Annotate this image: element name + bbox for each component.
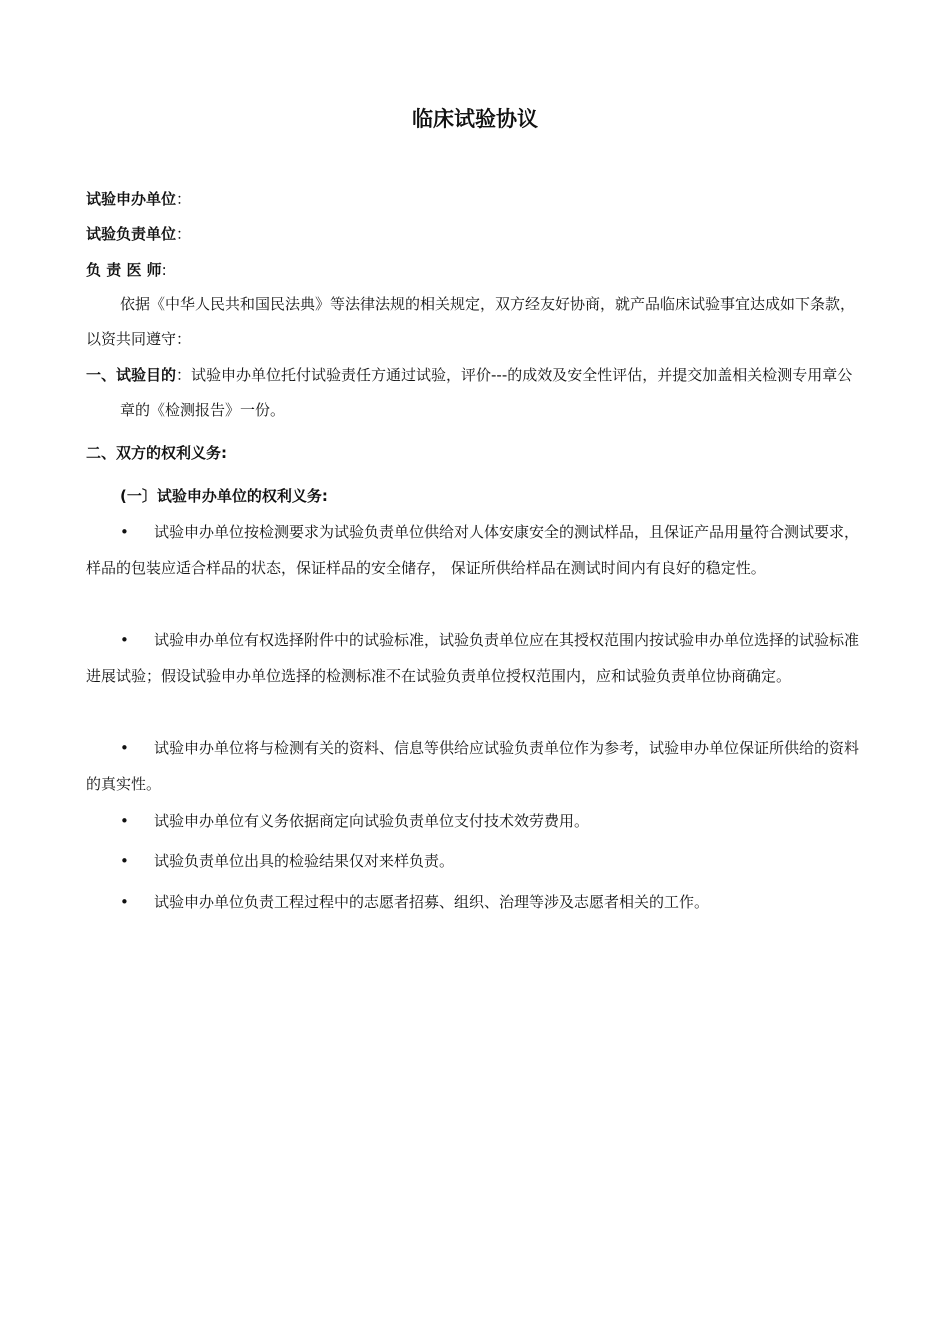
list-item (86, 803, 866, 839)
list-item (86, 730, 866, 802)
section-2-head: 二、双方的权利义务: (86, 444, 227, 462)
section-1-paragraph (86, 358, 866, 428)
bullet-dot: • (120, 523, 129, 541)
bullet-dot: • (120, 739, 129, 757)
intro-paragraph: 依据《中华人民共和国民法典》等法律法规的相关规定，双方经友好协商，就产品临床试验事宜达成如下条款，以资共同遵守： (86, 295, 856, 348)
field-physician-sep: : (161, 261, 167, 279)
field-responsible-unit-label: 试验负责单位 (86, 225, 177, 243)
list-item-text: 试验负责单位出具的检验结果仅对来样负责。 (154, 852, 455, 870)
section-1-head: 一、试验目的 (86, 366, 177, 384)
list-item-text: 试验申办单位负责工程过程中的志愿者招募、组织、治理等涉及志愿者相关的工作。 (154, 893, 710, 911)
field-responsible-unit-sep: ： (176, 225, 192, 243)
field-sponsor-sep: ： (176, 190, 192, 208)
document-title: 临床试验协议 (412, 107, 538, 131)
list-item (86, 622, 866, 694)
field-responsible-unit (86, 223, 191, 245)
field-physician (86, 259, 167, 281)
section-1-text: ：试验申办单位托付试验责任方通过试验，评价---的成效及安全性评估，并提交加盖相关检测专用章公章的《检测报告》一份。 (120, 366, 853, 419)
field-sponsor (86, 188, 191, 210)
list-item-text: 试验申办单位将与检测有关的资料、信息等供给应试验负责单位作为参考，试验申办单位保证所供给的资料的真实性。 (86, 739, 860, 793)
field-physician-label: 负 责 医 师 (86, 261, 162, 279)
bullet-dot: • (120, 893, 129, 911)
bullet-dot: • (120, 852, 129, 870)
list-item (86, 884, 866, 920)
field-sponsor-label: 试验申办单位 (86, 190, 177, 208)
list-item-text: 试验申办单位有权选择附件中的试验标准，试验负责单位应在其授权范围内按试验申办单位选择的试验标准进展试验；假设试验申办单位选择的检测标准不在试验负责单位授权范围内，应和试验负责单位协商确定。 (86, 631, 860, 685)
list-item-text: 试验申办单位有义务依据商定向试验负责单位支付技术效劳费用。 (154, 812, 590, 830)
bullet-dot: • (120, 631, 129, 649)
list-item (86, 843, 866, 879)
list-item-text: 试验申办单位按检测要求为试验负责单位供给对人体安康安全的测试样品，且保证产品用量符合测试要求，样品的包装应适合样品的状态，保证样品的安全储存， 保证所供给样品在测试时间内有良好的稳定性。 (86, 523, 860, 577)
bullet-dot: • (120, 812, 129, 830)
list-item (86, 514, 866, 586)
section-2-sub1-head: (一〕试验申办单位的权利义务: (120, 487, 328, 505)
